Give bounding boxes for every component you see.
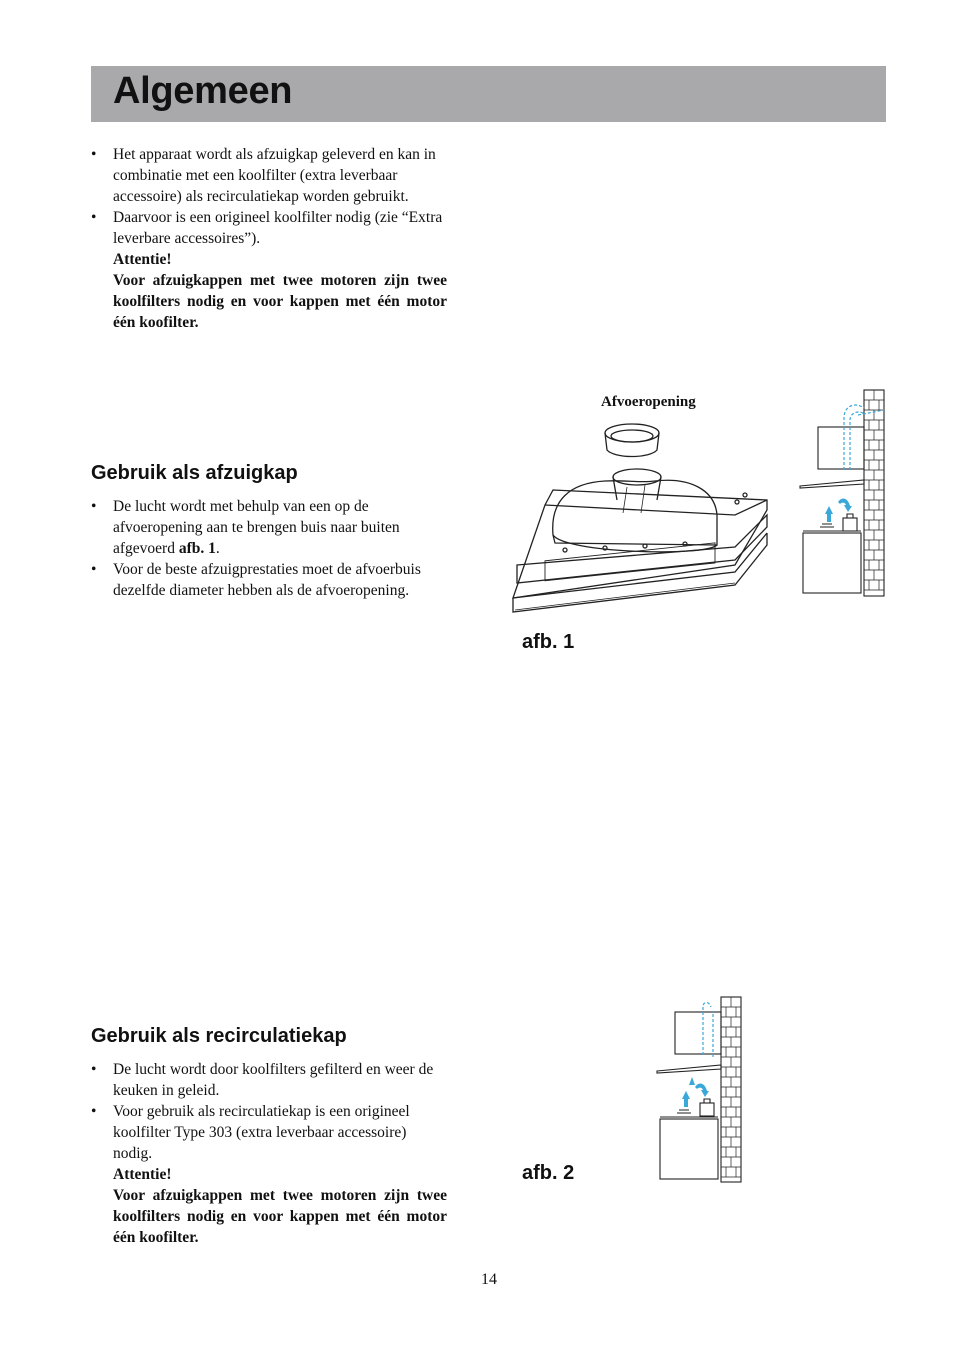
section-title-exhaust: Gebruik als afzuigkap [91, 462, 298, 484]
exhaust-bullet-1-end: . [215, 540, 220, 557]
intro-section [91, 144, 447, 333]
intro-attention-text: Voor afzuigkappen met twee motoren zijn twee koolfilters nodig en voor kappen met één motor één koofilter. [113, 272, 447, 331]
page-title: Algemeen [113, 70, 293, 112]
recirc-list [91, 1059, 447, 1164]
intro-bullet-2: • Daarvoor is een origineel koolfilter nodig (zie “Extra leverbare accessoires”). [91, 207, 447, 249]
exhaust-section [91, 496, 443, 601]
figure1-kitchen-diagram [798, 390, 888, 600]
recirc-section [91, 1059, 447, 1248]
recirc-attention-label: Attentie! [113, 1166, 172, 1183]
exhaust-bullet-1-ref: afb. 1 [178, 540, 216, 557]
header-bar [91, 66, 886, 122]
figure1-label: afb. 1 [522, 631, 575, 653]
figure2-label: afb. 2 [522, 1162, 575, 1184]
intro-attention-label: Attentie! [113, 251, 172, 268]
intro-attention [91, 249, 447, 333]
exhaust-bullet-1-text: De lucht wordt met behulp van een op de afvoeropening aan te brengen buis naar buiten afgevoerd [113, 498, 400, 557]
recirc-bullet-1: • De lucht wordt door koolfilters gefilterd en weer de keuken in geleid. [91, 1059, 447, 1101]
page-number: 14 [481, 1271, 497, 1288]
exhaust-bullet-2: • Voor de beste afzuigprestaties moet de afvoerbuis dezelfde diameter hebben als de afvoeropening. [91, 559, 443, 601]
intro-list [91, 144, 447, 249]
figure2-kitchen-diagram [655, 997, 745, 1187]
figure1-callout: Afvoeropening [601, 394, 696, 410]
exhaust-list [91, 496, 443, 601]
recirc-attention [91, 1164, 447, 1248]
figure1-hood-illustration [505, 415, 775, 620]
recirc-attention-text: Voor afzuigkappen met twee motoren zijn twee koolfilters nodig en voor kappen met één motor één koofilter. [113, 1187, 447, 1246]
intro-bullet-1: • Het apparaat wordt als afzuigkap geleverd en kan in combinatie met een koolfilter (extra leverbaar accessoire) als recirculatiekap worden gebruikt. [91, 144, 447, 207]
section-title-recirc: Gebruik als recirculatiekap [91, 1025, 347, 1047]
recirc-bullet-2: • Voor gebruik als recirculatiekap is een origineel koolfilter Type 303 (extra leverbaar accessoire) nodig. [91, 1101, 447, 1164]
exhaust-bullet-1 [91, 496, 443, 559]
